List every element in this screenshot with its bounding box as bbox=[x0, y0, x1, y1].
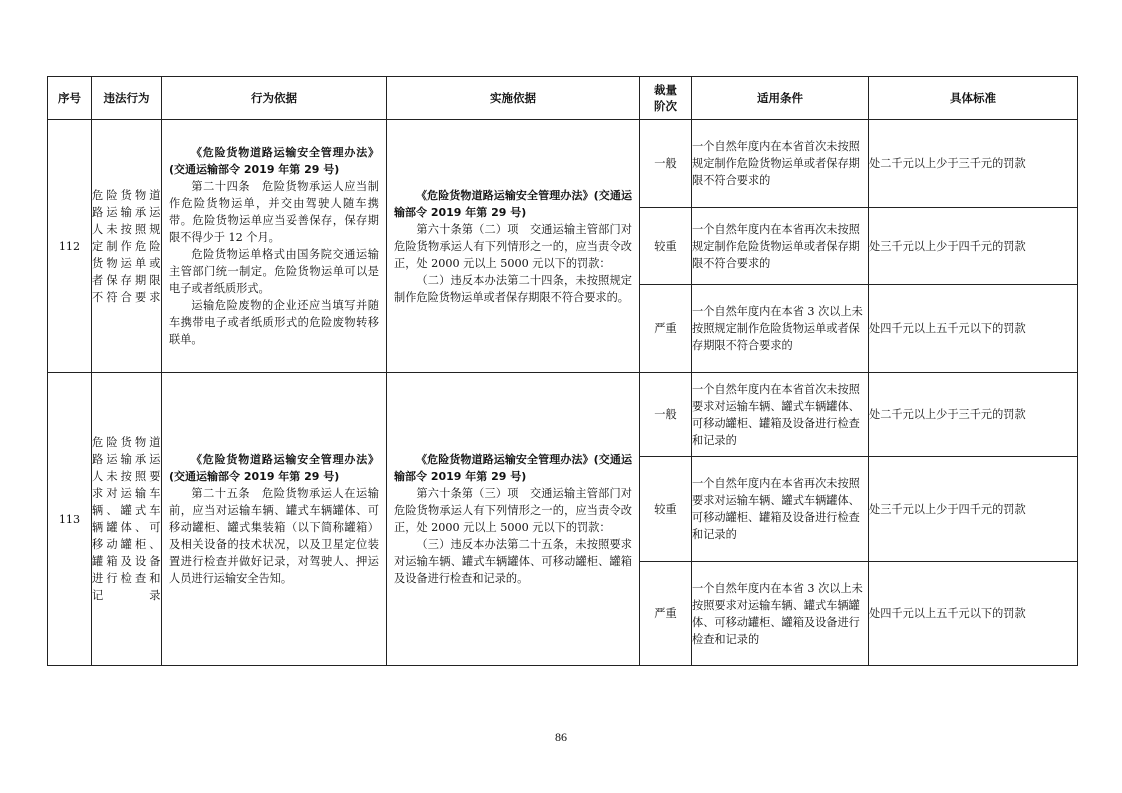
header-condition: 适用条件 bbox=[692, 77, 869, 120]
standard-cell: 处四千元以上五千元以下的罚款 bbox=[869, 562, 1078, 666]
standard-cell: 处二千元以上少于三千元的罚款 bbox=[869, 120, 1078, 208]
header-violation: 违法行为 bbox=[92, 77, 162, 120]
condition-cell: 一个自然年度内在本省首次未按照要求对运输车辆、罐式车辆罐体、可移动罐柜、罐箱及设备进行检查和记录的 bbox=[692, 373, 869, 457]
level-cell: 一般 bbox=[640, 373, 692, 457]
row-violation: 危险货物道路运输承运人未按照规定制作危险货物运单或者保存期限不符合要求 bbox=[92, 120, 162, 373]
basis-paragraph: 第二十四条 危险货物承运人应当制作危险货物运单，并交由驾驶人随车携带。危险货物运单应当妥善保存，保存期限不得少于 12 个月。 bbox=[169, 180, 379, 244]
implementation-paragraph: 第六十条第（三）项 交通运输主管部门对危险货物承运人有下列情形之一的，应当责令改正，处 2000 元以上 5000 元以下的罚款： bbox=[394, 487, 632, 534]
condition-cell: 一个自然年度内在本省 3 次以上未按照要求对运输车辆、罐式车辆罐体、可移动罐柜、罐箱及设备进行检查和记录的 bbox=[692, 562, 869, 666]
row-basis bbox=[162, 120, 387, 373]
row-seq: 112 bbox=[48, 120, 92, 373]
implementation-title: 《危险货物道路运输安全管理办法》(交通运输部令 2019 年第 29 号) bbox=[394, 188, 632, 219]
header-level bbox=[640, 77, 692, 120]
standard-cell: 处四千元以上五千元以下的罚款 bbox=[869, 285, 1078, 373]
standard-cell: 处二千元以上少于三千元的罚款 bbox=[869, 373, 1078, 457]
condition-cell: 一个自然年度内在本省再次未按照规定制作危险货物运单或者保存期限不符合要求的 bbox=[692, 208, 869, 285]
row-implementation bbox=[387, 120, 640, 373]
implementation-paragraph: （三）违反本办法第二十五条，未按照要求对运输车辆、罐式车辆罐体、可移动罐柜、罐箱及设备进行检查和记录的。 bbox=[394, 538, 632, 585]
penalty-standards-table bbox=[47, 76, 1078, 666]
row-implementation bbox=[387, 373, 640, 666]
page-number: 86 bbox=[555, 730, 567, 744]
header-implementation: 实施依据 bbox=[387, 77, 640, 120]
condition-cell: 一个自然年度内在本省首次未按照规定制作危险货物运单或者保存期限不符合要求的 bbox=[692, 120, 869, 208]
table-row bbox=[48, 120, 1078, 208]
level-cell: 一般 bbox=[640, 120, 692, 208]
header-standard: 具体标准 bbox=[869, 77, 1078, 120]
basis-paragraph: 第二十五条 危险货物承运人在运输前，应当对运输车辆、罐式车辆罐体、可移动罐柜、罐式集装箱（以下简称罐箱）及相关设备的技术状况，以及卫星定位装置进行检查并做好记录，对驾驶人、押运人员进行运输安全告知。 bbox=[169, 487, 379, 585]
header-seq: 序号 bbox=[48, 77, 92, 120]
basis-title: 《危险货物道路运输安全管理办法》(交通运输部令 2019 年第 29 号) bbox=[169, 146, 379, 176]
table-header-row bbox=[48, 77, 1078, 120]
implementation-paragraph: 第六十条第（二）项 交通运输主管部门对危险货物承运人有下列情形之一的，应当责令改正，处 2000 元以上 5000 元以下的罚款： bbox=[394, 222, 632, 270]
implementation-title: 《危险货物道路运输安全管理办法》(交通运输部令 2019 年第 29 号) bbox=[394, 453, 632, 483]
standard-cell: 处三千元以上少于四千元的罚款 bbox=[869, 208, 1078, 285]
basis-paragraph: 运输危险废物的企业还应当填写并随车携带电子或者纸质形式的危险废物转移联单。 bbox=[169, 299, 379, 346]
standard-cell: 处三千元以上少于四千元的罚款 bbox=[869, 457, 1078, 562]
row-basis bbox=[162, 373, 387, 666]
level-cell: 较重 bbox=[640, 457, 692, 562]
level-cell: 严重 bbox=[640, 562, 692, 666]
row-seq: 113 bbox=[48, 373, 92, 666]
basis-paragraph: 危险货物运单格式由国务院交通运输主管部门统一制定。危险货物运单可以是电子或者纸质形式。 bbox=[169, 248, 379, 295]
implementation-paragraph: （二）违反本办法第二十四条，未按照规定制作危险货物运单或者保存期限不符合要求的。 bbox=[394, 273, 632, 304]
level-cell: 严重 bbox=[640, 285, 692, 373]
condition-cell: 一个自然年度内在本省再次未按照要求对运输车辆、罐式车辆罐体、可移动罐柜、罐箱及设备进行检查和记录的 bbox=[692, 457, 869, 562]
condition-cell: 一个自然年度内在本省 3 次以上未按照规定制作危险货物运单或者保存期限不符合要求的 bbox=[692, 285, 869, 373]
row-violation: 危险货物道路运输承运人未按照要求对运输车辆、罐式车辆罐体、可移动罐柜、罐箱及设备进行检查和记录 bbox=[92, 373, 162, 666]
level-cell: 较重 bbox=[640, 208, 692, 285]
header-basis: 行为依据 bbox=[162, 77, 387, 120]
basis-title: 《危险货物道路运输安全管理办法》(交通运输部令 2019 年第 29 号) bbox=[169, 453, 379, 483]
header-level-text: 裁量阶次 bbox=[654, 83, 677, 113]
table-row bbox=[48, 373, 1078, 457]
